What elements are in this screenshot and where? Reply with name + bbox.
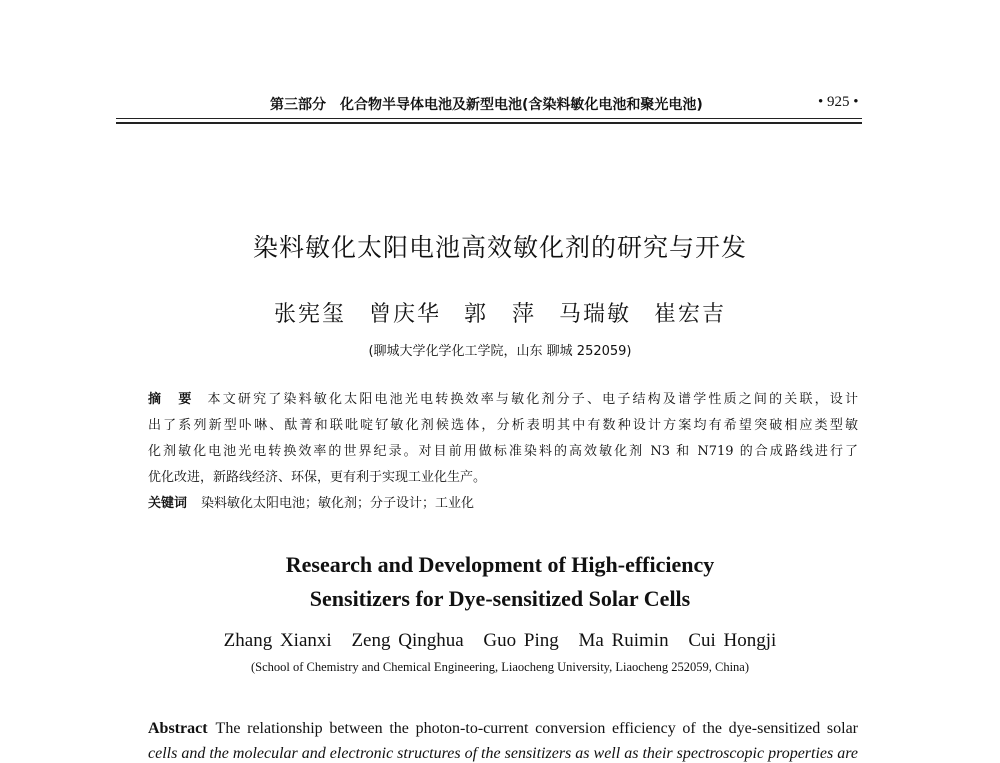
author: Zeng Qinghua (351, 630, 464, 651)
abstract-en-line: Abstract The relationship between the photon-to-current conversion efficiency of the dye-sensitized solar (148, 720, 858, 737)
abstract-label-en: Abstract (148, 720, 208, 737)
abstract-cn-line: 优化改进，新路线经济、环保，更有利于实现工业化生产。 (148, 470, 487, 485)
abstract-cn-line: 化剂敏化电池光电转换效率的世界纪录。对目前用做标准染料的高效敏化剂 N3 和 N719 的合成路线进行了 (148, 444, 858, 459)
author: 崔宏吉 (654, 302, 727, 327)
abstract-cn-line: 出了系列新型卟啉、酞菁和联吡啶钌敏化剂候选体，分析表明其中有数种设计方案均有希望突破相应类型敏 (148, 418, 858, 433)
author: 张宪玺 (273, 302, 346, 327)
authors-en (0, 630, 1000, 652)
title-line: Sensitizers for Dye-sensitized Solar Cells (309, 586, 691, 611)
abstract-cn-line: 摘 要 本文研究了染料敏化太阳电池光电转换效率与敏化剂分子、电子结构及谱学性质之间的关联，设计 (148, 392, 858, 407)
author: 马瑞敏 (559, 302, 632, 327)
affiliation-en: (School of Chemistry and Chemical Engineering, Liaocheng University, Liaocheng 252059, China) (250, 660, 750, 674)
keywords-cn: 关键词 染料敏化太阳电池；敏化剂；分子设计；工业化 (148, 496, 475, 511)
author: Zhang Xianxi (223, 630, 332, 651)
author: 郭 萍 (463, 302, 536, 327)
running-header: 第三部分 化合物半导体电池及新型电池(含染料敏化电池和聚光电池) (270, 97, 703, 113)
abstract-label-cn: 摘 要 (148, 392, 194, 407)
affiliation-cn: (聊城大学化学化工学院，山东 聊城 252059) (368, 344, 632, 359)
title-line: Research and Development of High-efficiency (285, 552, 715, 577)
authors-cn (0, 297, 1000, 328)
header-rule-thin (116, 118, 862, 119)
author: Guo Ping (483, 630, 559, 651)
paper-title-cn: 染料敏化太阳电池高效敏化剂的研究与开发 (252, 233, 747, 262)
abstract-en-line: cells and the molecular and electronic structures of the sensitizers as well as their spectroscopic properties are (148, 745, 858, 762)
header-rule-thick (116, 122, 862, 124)
page-number: • 925 • (818, 94, 859, 110)
paper-title-en (0, 548, 1000, 616)
author: Ma Ruimin (578, 630, 669, 651)
author: 曾庆华 (368, 302, 441, 327)
keywords-label-cn: 关键词 (148, 496, 188, 511)
author: Cui Hongji (688, 630, 777, 651)
